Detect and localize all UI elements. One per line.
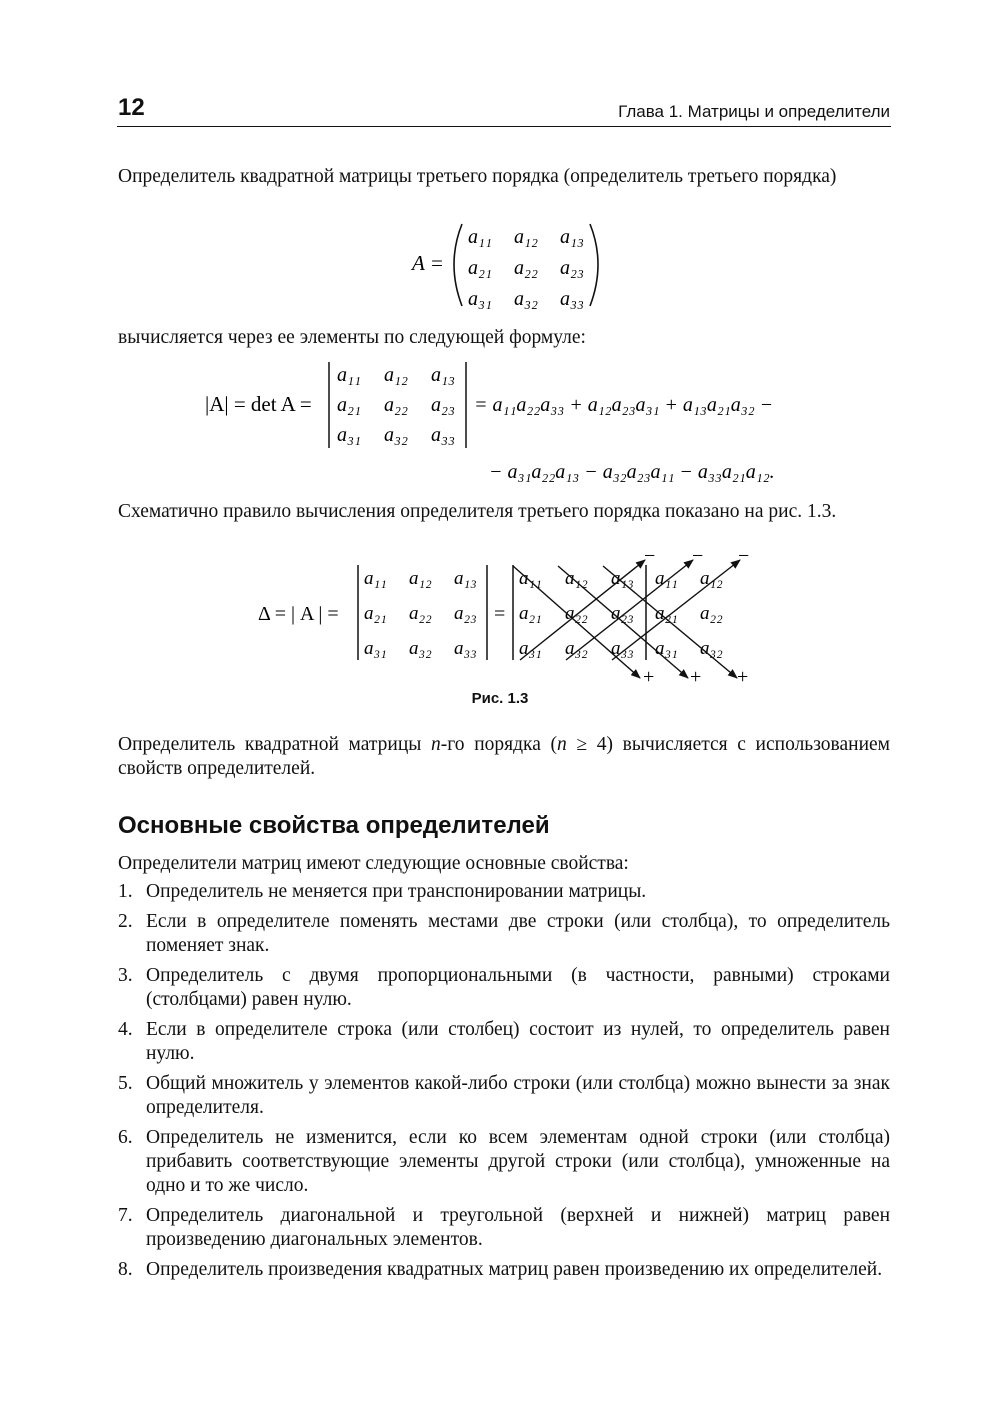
matrix-a-cell: a₁₂ — [514, 226, 538, 248]
det-cell: a₁₂ — [384, 364, 408, 386]
plus-sign: + — [643, 666, 655, 688]
matrix-a-cell: a₃₃ — [560, 288, 584, 310]
p4-text-c: ≥ 4) вычисляется с использованием свойств определителей. — [118, 734, 891, 779]
delta-lhs: Δ = | A | = — [258, 603, 339, 625]
p4-text-b: -го порядка ( — [440, 734, 558, 755]
fig-ext-extra-cell: a₁₁ — [655, 568, 678, 589]
p4-n2: n — [557, 734, 567, 755]
det-lhs: |A| = det A = — [205, 392, 312, 416]
property-text: Общий множитель у элементов какой-либо строки (или столбца) можно вынести за знак определителя. — [146, 1073, 890, 1118]
property-text: Если в определителе поменять местами две строки (или столбца), то определитель поменяет знак. — [146, 911, 890, 956]
matrix-a-cell: a₃₁ — [468, 288, 492, 310]
figure-1-3 — [0, 550, 1000, 690]
property-item — [118, 1072, 890, 1120]
property-text: Определитель произведения квадратных матриц равен произведению их определителей. — [146, 1259, 883, 1280]
property-item — [118, 964, 890, 1012]
property-number: 3. — [118, 965, 133, 986]
det-cell: a₁₁ — [337, 364, 361, 386]
fig-ext-cell: a₂₃ — [611, 603, 634, 624]
property-number: 5. — [118, 1073, 133, 1094]
matrix-a-formula — [410, 224, 598, 310]
paragraph-higher-order — [118, 733, 890, 781]
fig-ext-cell: a₁₃ — [611, 568, 634, 589]
matrix-left-paren — [454, 224, 462, 306]
fig-ext-cell: a₁₁ — [519, 568, 542, 589]
paragraph-intro: Определитель квадратной матрицы третьего порядка (определитель третьего порядка) — [118, 166, 837, 187]
p4-n: n — [431, 734, 441, 755]
fig-cell: a₁₃ — [454, 568, 477, 589]
matrix-lhs: A = — [412, 251, 444, 275]
property-text: Определитель не изменится, если ко всем элементам одной строки (или столбца) прибавить соответствующие элементы другой строки (или столбца), умноженные на одно и то же число. — [146, 1127, 890, 1196]
fig-cell: a₁₂ — [409, 568, 432, 589]
property-item — [118, 1126, 890, 1198]
minus-sign: − — [738, 550, 750, 567]
fig-ext-extra-cell: a₃₁ — [655, 638, 678, 659]
property-number: 7. — [118, 1205, 133, 1226]
plus-sign: + — [690, 666, 702, 688]
section-heading: Основные свойства определителей — [118, 812, 550, 839]
properties-list — [118, 880, 890, 1288]
det-cell: a₁₃ — [431, 364, 455, 386]
plus-sign: + — [737, 666, 749, 688]
property-text: Определитель диагональной и треугольной (верхней и нижней) матриц равен произведению диагональных элементов. — [146, 1205, 890, 1250]
property-number: 1. — [118, 881, 133, 902]
property-item — [118, 880, 890, 904]
fig-cell: a₃₁ — [364, 638, 387, 659]
det-cell: a₂₂ — [384, 394, 408, 416]
fig-cell: a₃₂ — [409, 638, 432, 659]
det-cell: a₃₂ — [384, 424, 408, 446]
paragraph-scheme: Схематично правило вычисления определителя третьего порядка показано на рис. 1.3. — [118, 501, 837, 522]
expansion-line-1: = a₁₁a₂₂a₃₃ + a₁₂a₂₃a₃₁ + a₁₃a₂₁a₃₂ − — [474, 394, 774, 416]
matrix-a-cell: a₂₂ — [514, 257, 538, 279]
property-item — [118, 910, 890, 958]
det-cell: a₂₃ — [431, 394, 455, 416]
expansion-line-2: − a₃₁a₂₂a₁₃ − a₃₂a₂₃a₁₁ − a₃₃a₂₁a₁₂. — [489, 461, 775, 483]
matrix-right-paren — [590, 224, 598, 306]
property-number: 2. — [118, 911, 133, 932]
matrix-a-cell: a₁₃ — [560, 226, 584, 248]
det-cell: a₃₁ — [337, 424, 361, 446]
property-text: Определитель с двумя пропорциональными (в частности, равными) строками (столбцами) равен нулю. — [146, 965, 890, 1010]
fig-cell: a₂₃ — [454, 603, 477, 624]
det-formula — [205, 362, 775, 483]
matrix-a-cell: a₂₁ — [468, 257, 492, 279]
section-intro: Определители матриц имеют следующие основные свойства: — [118, 853, 629, 874]
fig-cell: a₃₃ — [454, 638, 477, 659]
page-number: 12 — [118, 94, 145, 121]
fig-ext-cell: a₂₁ — [519, 603, 542, 624]
chapter-title: Глава 1. Матрицы и определители — [618, 102, 890, 121]
fig-cell: a₂₂ — [409, 603, 432, 624]
fig-ext-cell: a₃₂ — [565, 638, 588, 659]
det-cell: a₂₁ — [337, 394, 361, 416]
minus-sign: − — [644, 550, 656, 567]
matrix-a-cell: a₂₃ — [560, 257, 584, 279]
matrix-a-cell: a₃₂ — [514, 288, 538, 310]
fig-equals: = — [494, 603, 506, 625]
fig-ext-cell: a₃₃ — [611, 638, 634, 659]
fig-ext-extra-cell: a₂₂ — [700, 603, 723, 624]
property-item — [118, 1204, 890, 1252]
property-number: 4. — [118, 1019, 133, 1040]
paragraph-formula-intro: вычисляется через ее элементы по следующей формуле: — [118, 327, 586, 348]
fig-ext-cell: a₂₂ — [565, 603, 588, 624]
property-text: Если в определителе строка (или столбец) состоит из нулей, то определитель равен нулю. — [146, 1019, 890, 1064]
property-item — [118, 1258, 890, 1282]
matrix-a-cell: a₁₁ — [468, 226, 492, 248]
det-cell: a₃₃ — [431, 424, 455, 446]
property-item — [118, 1018, 890, 1066]
fig-ext-extra-cell: a₂₁ — [655, 603, 678, 624]
matrix-a-elements — [468, 226, 584, 310]
minus-sign: − — [692, 550, 704, 567]
fig-left-elements — [364, 568, 477, 659]
fig-ext-extra-cell: a₁₂ — [700, 568, 723, 589]
property-text: Определитель не меняется при транспонировании матрицы. — [146, 881, 647, 902]
figure-caption: Рис. 1.3 — [471, 690, 529, 707]
det-elements — [337, 364, 455, 446]
fig-ext-cell: a₁₂ — [565, 568, 588, 589]
fig-cell: a₁₁ — [364, 568, 387, 589]
fig-cell: a₂₁ — [364, 603, 387, 624]
fig-ext-extra-cell: a₃₂ — [700, 638, 723, 659]
p4-text-a: Определитель квадратной матрицы — [118, 734, 432, 755]
property-number: 8. — [118, 1259, 133, 1280]
property-number: 6. — [118, 1127, 133, 1148]
fig-ext-cell: a₃₁ — [519, 638, 542, 659]
